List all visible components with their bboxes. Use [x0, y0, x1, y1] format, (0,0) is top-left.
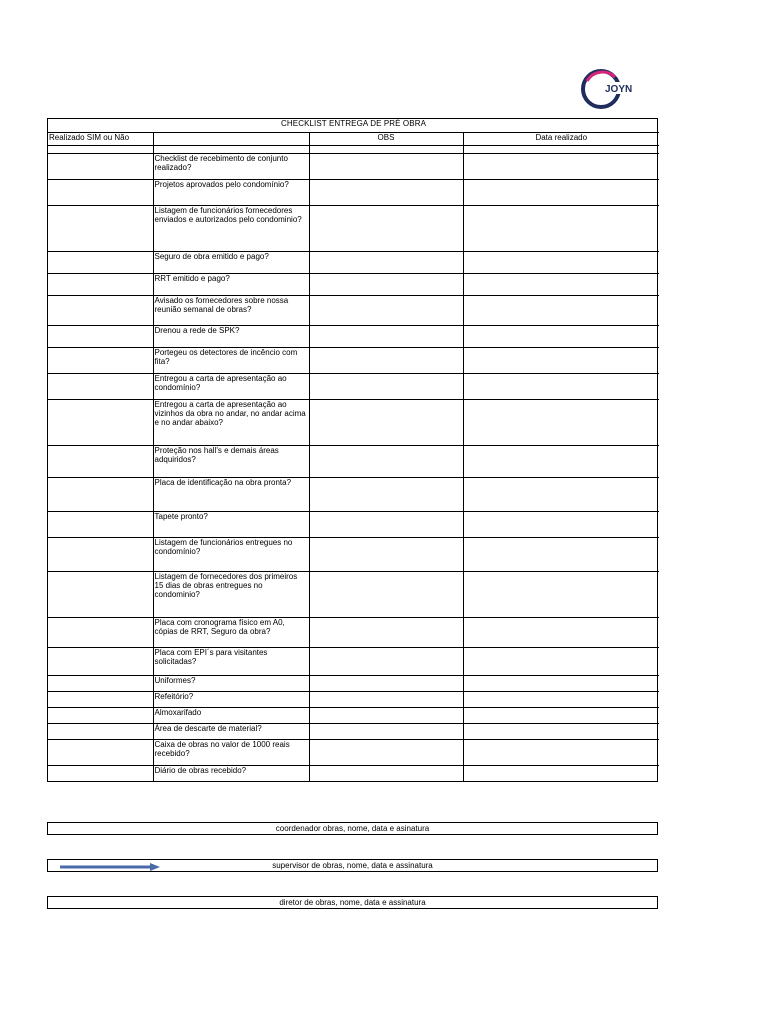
- data-realizado-cell[interactable]: [463, 399, 659, 445]
- table-row: [48, 617, 659, 647]
- realizado-cell[interactable]: [48, 347, 153, 373]
- obs-cell[interactable]: [309, 647, 463, 675]
- item-label: Caixa de obras no valor de 1000 reais recebido?: [153, 739, 309, 765]
- realizado-cell[interactable]: [48, 537, 153, 571]
- obs-cell[interactable]: [309, 399, 463, 445]
- obs-cell[interactable]: [309, 205, 463, 251]
- realizado-cell[interactable]: [48, 675, 153, 691]
- item-label: Avisado os fornecedores sobre nossa reunião semanal de obras?: [153, 295, 309, 325]
- spacer-cell: [153, 145, 309, 153]
- table-row: [48, 399, 659, 445]
- data-realizado-cell[interactable]: [463, 537, 659, 571]
- table-row: [48, 325, 659, 347]
- obs-cell[interactable]: [309, 347, 463, 373]
- realizado-cell[interactable]: [48, 153, 153, 179]
- item-label: Listagem de fornecedores dos primeiros 15 dias de obras entregues no condominio?: [153, 571, 309, 617]
- item-label: Área de descarte de material?: [153, 723, 309, 739]
- table-row: [48, 511, 659, 537]
- obs-cell[interactable]: [309, 537, 463, 571]
- obs-cell[interactable]: [309, 179, 463, 205]
- realizado-cell[interactable]: [48, 707, 153, 723]
- item-label: Refeitório?: [153, 691, 309, 707]
- realizado-cell[interactable]: [48, 571, 153, 617]
- table-row: [48, 251, 659, 273]
- data-realizado-cell[interactable]: [463, 617, 659, 647]
- table-row: [48, 373, 659, 399]
- item-label: Proteção nos hall's e demais áreas adquiridos?: [153, 445, 309, 477]
- obs-cell[interactable]: [309, 445, 463, 477]
- realizado-cell[interactable]: [48, 295, 153, 325]
- item-label: Tapete pronto?: [153, 511, 309, 537]
- obs-cell[interactable]: [309, 707, 463, 723]
- item-label: Drenou a rede de SPK?: [153, 325, 309, 347]
- realizado-cell[interactable]: [48, 739, 153, 765]
- obs-cell[interactable]: [309, 511, 463, 537]
- item-label: Uniformes?: [153, 675, 309, 691]
- item-label: Placa com EPI´s para visitantes solicitadas?: [153, 647, 309, 675]
- header-obs: OBS: [309, 132, 463, 145]
- data-realizado-cell[interactable]: [463, 739, 659, 765]
- table-row: [48, 675, 659, 691]
- header-realizado: Realizado SIM ou Não: [48, 132, 153, 145]
- obs-cell[interactable]: [309, 765, 463, 781]
- data-realizado-cell[interactable]: [463, 691, 659, 707]
- table-row: [48, 765, 659, 781]
- checklist-table: [47, 118, 658, 782]
- table-row: [48, 723, 659, 739]
- obs-cell[interactable]: [309, 477, 463, 511]
- item-label: Seguro de obra emitido e pago?: [153, 251, 309, 273]
- obs-cell[interactable]: [309, 723, 463, 739]
- data-realizado-cell[interactable]: [463, 445, 659, 477]
- realizado-cell[interactable]: [48, 617, 153, 647]
- obs-cell[interactable]: [309, 273, 463, 295]
- header-item: [153, 132, 309, 145]
- realizado-cell[interactable]: [48, 647, 153, 675]
- realizado-cell[interactable]: [48, 273, 153, 295]
- table-row: [48, 205, 659, 251]
- obs-cell[interactable]: [309, 571, 463, 617]
- data-realizado-cell[interactable]: [463, 251, 659, 273]
- supervisor-signature-field[interactable]: supervisor de obras, nome, data e assinatura: [47, 859, 658, 872]
- table-row: [48, 179, 659, 205]
- item-label: Almoxarifado: [153, 707, 309, 723]
- realizado-cell[interactable]: [48, 179, 153, 205]
- obs-cell[interactable]: [309, 325, 463, 347]
- checklist-title: CHECKLIST ENTREGA DE PRÉ OBRA: [48, 119, 659, 132]
- data-realizado-cell[interactable]: [463, 153, 659, 179]
- joyn-logo-icon: [577, 67, 647, 113]
- table-row: [48, 647, 659, 675]
- realizado-cell[interactable]: [48, 477, 153, 511]
- realizado-cell[interactable]: [48, 373, 153, 399]
- item-label: Projetos aprovados pelo condomínio?: [153, 179, 309, 205]
- obs-cell[interactable]: [309, 295, 463, 325]
- data-realizado-cell[interactable]: [463, 675, 659, 691]
- item-label: Listagem de funcionários fornecedores enviados e autorizados pelo condominio?: [153, 205, 309, 251]
- realizado-cell[interactable]: [48, 205, 153, 251]
- item-label: Listagem de funcionários entregues no condomínio?: [153, 537, 309, 571]
- realizado-cell[interactable]: [48, 765, 153, 781]
- data-realizado-cell[interactable]: [463, 205, 659, 251]
- obs-cell[interactable]: [309, 373, 463, 399]
- obs-cell[interactable]: [309, 675, 463, 691]
- data-realizado-cell[interactable]: [463, 647, 659, 675]
- table-row: [48, 295, 659, 325]
- realizado-cell[interactable]: [48, 691, 153, 707]
- header-data: Data realizado: [463, 132, 659, 145]
- table-row: [48, 739, 659, 765]
- data-realizado-cell[interactable]: [463, 765, 659, 781]
- data-realizado-cell[interactable]: [463, 347, 659, 373]
- table-row: [48, 153, 659, 179]
- obs-cell[interactable]: [309, 691, 463, 707]
- data-realizado-cell[interactable]: [463, 373, 659, 399]
- spacer-cell: [48, 145, 153, 153]
- logo-text: JOYN: [605, 84, 633, 95]
- table-row: [48, 537, 659, 571]
- spacer-cell: [309, 145, 463, 153]
- item-label: Portegeu os detectores de incêncio com fita?: [153, 347, 309, 373]
- item-label: Diário de obras recebido?: [153, 765, 309, 781]
- table-row: [48, 691, 659, 707]
- item-label: Entregou a carta de apresentação ao vizinhos da obra no andar, no andar acima e no andar abaixo?: [153, 399, 309, 445]
- table-row: [48, 707, 659, 723]
- data-realizado-cell[interactable]: [463, 511, 659, 537]
- realizado-cell[interactable]: [48, 325, 153, 347]
- data-realizado-cell[interactable]: [463, 295, 659, 325]
- joyn-logo: [577, 67, 647, 113]
- data-realizado-cell[interactable]: [463, 571, 659, 617]
- realizado-cell[interactable]: [48, 251, 153, 273]
- obs-cell[interactable]: [309, 617, 463, 647]
- data-realizado-cell[interactable]: [463, 707, 659, 723]
- realizado-cell[interactable]: [48, 399, 153, 445]
- data-realizado-cell[interactable]: [463, 325, 659, 347]
- obs-cell[interactable]: [309, 739, 463, 765]
- data-realizado-cell[interactable]: [463, 723, 659, 739]
- diretor-signature-field[interactable]: diretor de obras, nome, data e assinatura: [47, 896, 658, 909]
- coordenador-signature-field[interactable]: coordenador obras, nome, data e asinatura: [47, 822, 658, 835]
- item-label: RRT emitido e pago?: [153, 273, 309, 295]
- data-realizado-cell[interactable]: [463, 273, 659, 295]
- table-row: [48, 571, 659, 617]
- realizado-cell[interactable]: [48, 445, 153, 477]
- realizado-cell[interactable]: [48, 511, 153, 537]
- obs-cell[interactable]: [309, 153, 463, 179]
- table-row: [48, 445, 659, 477]
- item-label: Entregou a carta de apresentação ao condomínio?: [153, 373, 309, 399]
- item-label: Placa com cronograma físico em A0, cópias de RRT, Seguro da obra?: [153, 617, 309, 647]
- table-row: [48, 273, 659, 295]
- spacer-cell: [463, 145, 659, 153]
- item-label: Placa de identificação na obra pronta?: [153, 477, 309, 511]
- obs-cell[interactable]: [309, 251, 463, 273]
- item-label: Checklist de recebimento de conjunto realizado?: [153, 153, 309, 179]
- table-row: [48, 477, 659, 511]
- data-realizado-cell[interactable]: [463, 179, 659, 205]
- data-realizado-cell[interactable]: [463, 477, 659, 511]
- realizado-cell[interactable]: [48, 723, 153, 739]
- table-row: [48, 347, 659, 373]
